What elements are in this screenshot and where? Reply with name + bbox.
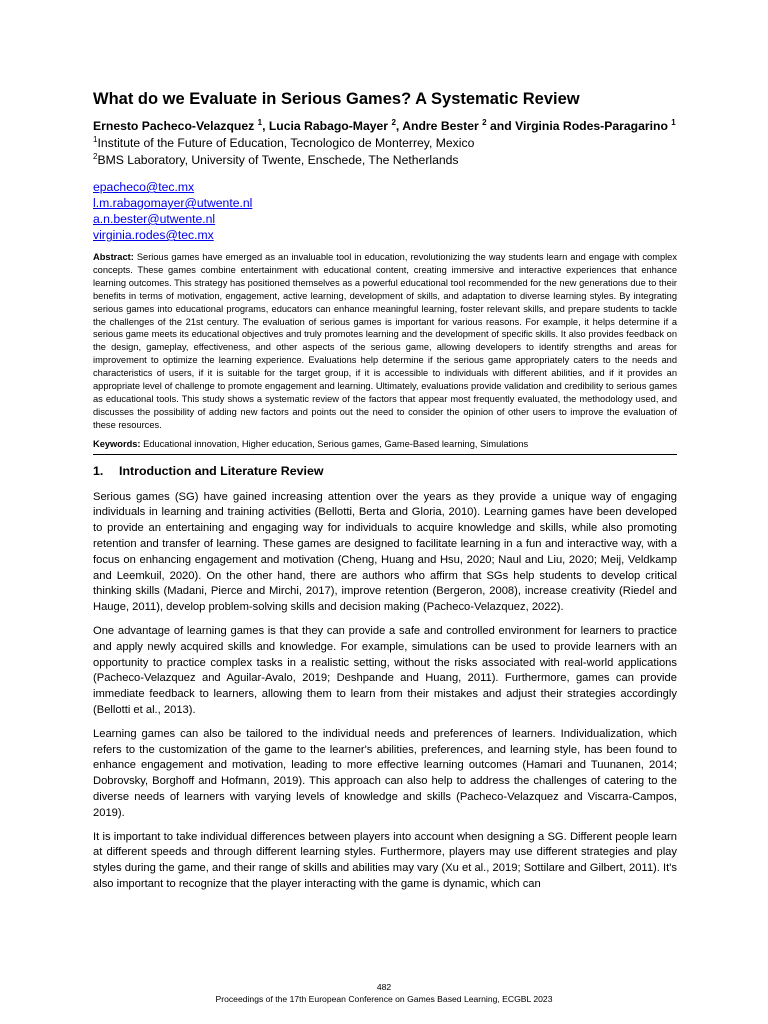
body-paragraph: Serious games (SG) have gained increasing attention over the years as they provide a unique way of engaging individuals in learning and training activities (Bellotti, Berta and Gloria, 2010). Learning games have been developed to provide an entertaining and engaging way for individuals to acquire knowledge and skills, while also promoting retention and transfer of learning. These games are designed to facilitate learning in a fun and interactive way, with a focus on enhancing engagement and motivation (Cheng, Huang and Hsu, 2020; Naul and Liu, 2020; Meij, Veldkamp and Leemkuil, 2020). On the other hand, there are authors who affirm that SGs help students to develop critical thinking skills (Madani, Pierce and Mirchi, 2017), improve retention (Bergeron, 2008), increase creativity (Riedel and Hauge, 2011), develop problem-solving skills and decision making (Pacheco-Velazquez, 2022). (93, 490, 677, 614)
keywords-label: Keywords: (93, 438, 141, 449)
paper-page (93, 88, 677, 893)
abstract-text: Serious games have emerged as an invaluable tool in education, revolutionizing the way students learn and engage with complex concepts. These games combine entertainment with educational content, creating immersive and interactive experiences that enhance learning outcomes. This strategy has positioned themselves as a powerful educational tool recommended for the new generations due to their benefits in terms of motivation, engagement, active learning, development of skills, and adaptation to diverse learning styles. By integrating serious games into educational programs, educators can enhance meaningful learning, foster relevant skills, and prepare students to tackle the challenges of the 21st century. The evaluation of serious games is important for various reasons. For example, it helps determine if a serious game meets its educational objectives and truly promotes learning and the development of specific skills. It also provides feedback on the design, gameplay, effectiveness, and other aspects of the serious game, allowing developers to identify strengths and areas for improvement to optimize the learning experience. Evaluations help determine if the serious game appropriately caters to the needs and characteristics of users, if it is suitable for the target group, if it is accessible to individuals with different abilities, and if it provides an appropriate level of challenge to promote engagement and learning. Ultimately, evaluations provide validation and credibility to serious games as educational tools. This study shows a systematic review of the factors that appear most frequently evaluated, the methodology used, and discusses the possibility of adding new factors and points out the need to consider the opinion of other users to improve the evaluation of these resources. (93, 252, 677, 430)
abstract (93, 251, 677, 432)
page-number: 482 (376, 982, 392, 992)
affiliation-marker: 1 (93, 134, 98, 144)
body-paragraph: It is important to take individual differences between players into account when designing a SG. Different people learn at different speeds and through different learning styles. Furthermore, players may use different strategies and play styles during the game, and their range of skills and abilities may vary (Xu et al., 2019; Sottilare and Gilbert, 2011). It's also important to recognize that the player interacting with the game is dynamic, which can (93, 830, 677, 891)
abstract-label: Abstract: (93, 252, 134, 262)
email-list (93, 179, 677, 243)
proceedings-line: Proceedings of the 17th European Conference on Games Based Learning, ECGBL 2023 (215, 994, 553, 1004)
author-name: Andre Bester (402, 119, 479, 133)
affiliation-marker: 2 (93, 151, 98, 161)
author-separator: , (262, 119, 269, 133)
author-name: Virginia Rodes-Paragarino (515, 119, 668, 133)
email-link[interactable]: virginia.rodes@tec.mx (93, 228, 214, 242)
keywords (93, 438, 677, 455)
affiliation (93, 135, 677, 152)
email-link[interactable]: l.m.rabagomayer@utwente.nl (93, 196, 253, 210)
body-paragraph: One advantage of learning games is that they can provide a safe and controlled environment for learners to practice and apply newly acquired skills and knowledge. For example, simulations can be used to provide learners with an opportunity to practice complex tasks in a realistic setting, without the risks associated with real-world applications (Pacheco-Velazquez and Aguilar-Avalo, 2019; Deshpande and Huang, 2011). Furthermore, games can provide immediate feedback to learners, allowing them to learn from their mistakes and adjust their strategies accordingly (Bellotti et al., 2013). (93, 625, 677, 717)
section-number: 1. (93, 463, 104, 478)
affiliation (93, 152, 677, 169)
keywords-text: Educational innovation, Higher education, Serious games, Game-Based learning, Simulations (140, 438, 529, 449)
paper-title: What do we Evaluate in Serious Games? A Systematic Review (93, 90, 580, 108)
author-affiliation-marker: 2 (391, 117, 396, 127)
page-footer (0, 981, 768, 1005)
author-affiliation-marker: 2 (482, 117, 487, 127)
author-name: Lucia Rabago-Mayer (268, 119, 389, 133)
affiliation-text: BMS Laboratory, University of Twente, Enschede, The Netherlands (97, 153, 459, 167)
section-title: Introduction and Literature Review (119, 463, 324, 478)
author-separator: , (395, 119, 403, 133)
affiliation-text: Institute of the Future of Education, Tecnologico de Monterrey, Mexico (97, 136, 475, 150)
email-link[interactable]: a.n.bester@utwente.nl (93, 212, 216, 226)
email-link[interactable]: epacheco@tec.mx (93, 180, 195, 194)
section-heading (93, 463, 677, 480)
author-affiliation-marker: 1 (671, 117, 676, 127)
author-name: Ernesto Pacheco-Velazquez (93, 119, 255, 133)
author-affiliation-marker: 1 (257, 117, 263, 127)
body-paragraph: Learning games can also be tailored to the individual needs and preferences of learners. Individualization, which refers to the customization of the game to the learner's abilities, preferences, and learning style, has been found to enhance engagement and motivation, leading to more effective learning outcomes (Hamari and Tuunanen, 2014; Dobrovsky, Borghoff and Hofmann, 2019). This approach can also help to address the challenges of catering to the diverse needs of learners with varying levels of knowledge and skills (Pacheco-Velazquez and Viscarra-Campos, 2019). (93, 727, 677, 819)
author-separator: and (486, 119, 516, 133)
author-list (93, 118, 677, 135)
